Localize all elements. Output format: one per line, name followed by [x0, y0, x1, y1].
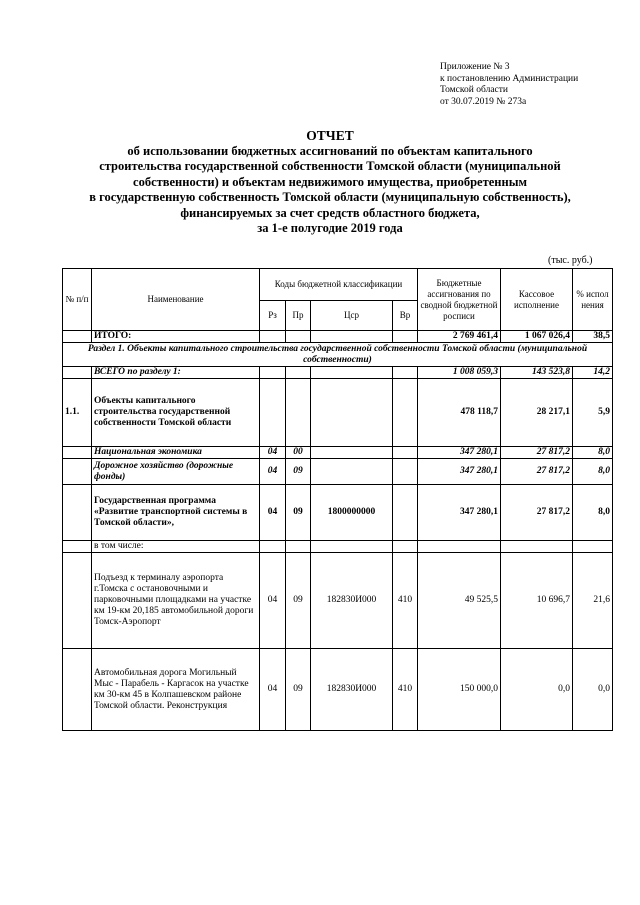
header-cash: Кассовое исполнение	[501, 269, 573, 331]
table-row	[63, 379, 613, 447]
row-pr: 09	[286, 485, 311, 541]
header-row	[63, 269, 613, 301]
total-pct: 38,5	[573, 331, 613, 343]
section-total-cash: 143 523,8	[501, 367, 573, 379]
row-cash: 27 817,2	[501, 447, 573, 459]
row-name: Государственная программа «Развитие транспортной системы в Томской области»,	[92, 485, 260, 541]
row-rz	[260, 541, 286, 553]
row-budget: 478 118,7	[418, 379, 501, 447]
row-num	[63, 553, 92, 649]
row-cash: 27 817,2	[501, 459, 573, 485]
row-rz: 04	[260, 649, 286, 731]
row-name: Национальная экономика	[92, 447, 260, 459]
total-cash: 1 067 026,4	[501, 331, 573, 343]
row-num	[63, 541, 92, 553]
table-row	[63, 553, 613, 649]
header-pct: % испол нения	[573, 269, 613, 331]
title-line: финансируемых за счет средств областного бюджета,	[180, 205, 480, 220]
row-csr: 182830И000	[311, 553, 393, 649]
title-line: за 1-е полугодие 2019 года	[257, 221, 403, 235]
row-pr	[286, 379, 311, 447]
header-codes: Коды бюджетной классификации	[260, 269, 418, 301]
row-name: Подъезд к терминалу аэропорта г.Томска с остановочными и парковочными площадками на участке км 19-км 20,185 автомобильной дороги Томск-Аэропорт	[92, 553, 260, 649]
row-budget: 49 525,5	[418, 553, 501, 649]
row-csr	[311, 541, 393, 553]
table-row	[63, 649, 613, 731]
header-csr: Цср	[311, 301, 393, 331]
row-vr	[393, 379, 418, 447]
row-name: Автомобильная дорога Могильный Мыс - Парабель - Каргасок на участке км 30-км 45 в Колпашевском районе Томской области. Реконструкция	[92, 649, 260, 731]
table-row	[63, 541, 613, 553]
row-pct: 8,0	[573, 459, 613, 485]
row-pr: 09	[286, 553, 311, 649]
row-cash	[501, 541, 573, 553]
report-heading: ОТЧЕТ	[306, 128, 354, 143]
row-name: Объекты капитального строительства государственной собственности Томской области	[92, 379, 260, 447]
row-vr	[393, 459, 418, 485]
total-budget: 2 769 461,4	[418, 331, 501, 343]
row-rz: 04	[260, 485, 286, 541]
section-title: Раздел 1. Объекты капитального строительства государственной собственности Томской области (муниципальной собственности)	[63, 343, 613, 367]
row-num	[63, 485, 92, 541]
header-vr: Вр	[393, 301, 418, 331]
header-pr: Пр	[286, 301, 311, 331]
row-csr	[311, 379, 393, 447]
row-pr: 09	[286, 459, 311, 485]
row-vr: 410	[393, 553, 418, 649]
section-total-budget: 1 008 059,3	[418, 367, 501, 379]
row-rz: 04	[260, 553, 286, 649]
row-pct: 8,0	[573, 447, 613, 459]
row-pr	[286, 541, 311, 553]
row-budget: 150 000,0	[418, 649, 501, 731]
section-total-label: ВСЕГО по разделу 1:	[92, 367, 260, 379]
title-line: в государственную собственность Томской области (муниципальную собственность),	[89, 190, 571, 204]
row-num: 1.1.	[63, 379, 92, 447]
section-total-row	[63, 367, 613, 379]
row-budget: 347 280,1	[418, 485, 501, 541]
row-cash: 0,0	[501, 649, 573, 731]
appendix-note	[440, 62, 578, 108]
row-pct: 0,0	[573, 649, 613, 731]
row-csr: 182830И000	[311, 649, 393, 731]
row-budget: 347 280,1	[418, 447, 501, 459]
row-cash: 28 217,1	[501, 379, 573, 447]
row-num	[63, 459, 92, 485]
row-csr	[311, 459, 393, 485]
row-budget: 347 280,1	[418, 459, 501, 485]
row-vr: 410	[393, 649, 418, 731]
section-title-row	[63, 343, 613, 367]
row-num	[63, 649, 92, 731]
appendix-line: к постановлению Администрации	[440, 73, 579, 84]
row-pr: 00	[286, 447, 311, 459]
row-rz: 04	[260, 447, 286, 459]
row-pct: 5,9	[573, 379, 613, 447]
table-row	[63, 459, 613, 485]
units-label: (тыс. руб.)	[548, 255, 593, 266]
row-name: в том числе:	[92, 541, 260, 553]
header-budget: Бюджетные ассигнования по сводной бюджетной росписи	[418, 269, 501, 331]
row-pr: 09	[286, 649, 311, 731]
row-csr: 1800000000	[311, 485, 393, 541]
row-rz: 04	[260, 459, 286, 485]
appendix-line: Томской области	[440, 85, 508, 95]
header-name: Наименование	[92, 269, 260, 331]
report-title	[40, 128, 620, 237]
title-line: строительства государственной собственности Томской области (муниципальной	[99, 159, 561, 173]
report-table	[62, 268, 613, 731]
appendix-line: Приложение № 3	[440, 62, 510, 72]
row-budget	[418, 541, 501, 553]
row-csr	[311, 447, 393, 459]
report-table-body	[63, 269, 613, 731]
row-num	[63, 447, 92, 459]
row-vr	[393, 541, 418, 553]
total-label: ИТОГО:	[92, 331, 260, 343]
table-row	[63, 447, 613, 459]
appendix-line: от 30.07.2019 № 273а	[440, 96, 527, 107]
header-num: № п/п	[63, 269, 92, 331]
row-name: Дорожное хозяйство (дорожные фонды)	[92, 459, 260, 485]
row-vr	[393, 447, 418, 459]
table-row	[63, 485, 613, 541]
total-row	[63, 331, 613, 343]
row-pct	[573, 541, 613, 553]
header-rz: Рз	[260, 301, 286, 331]
row-rz	[260, 379, 286, 447]
row-pct: 8,0	[573, 485, 613, 541]
row-pct: 21,6	[573, 553, 613, 649]
row-vr	[393, 485, 418, 541]
title-line: об использовании бюджетных ассигнований по объектам капитального	[127, 143, 533, 158]
section-total-pct: 14,2	[573, 367, 613, 379]
row-cash: 27 817,2	[501, 485, 573, 541]
title-line: собственности) и объектам недвижимого имущества, приобретенным	[133, 174, 527, 189]
row-cash: 10 696,7	[501, 553, 573, 649]
